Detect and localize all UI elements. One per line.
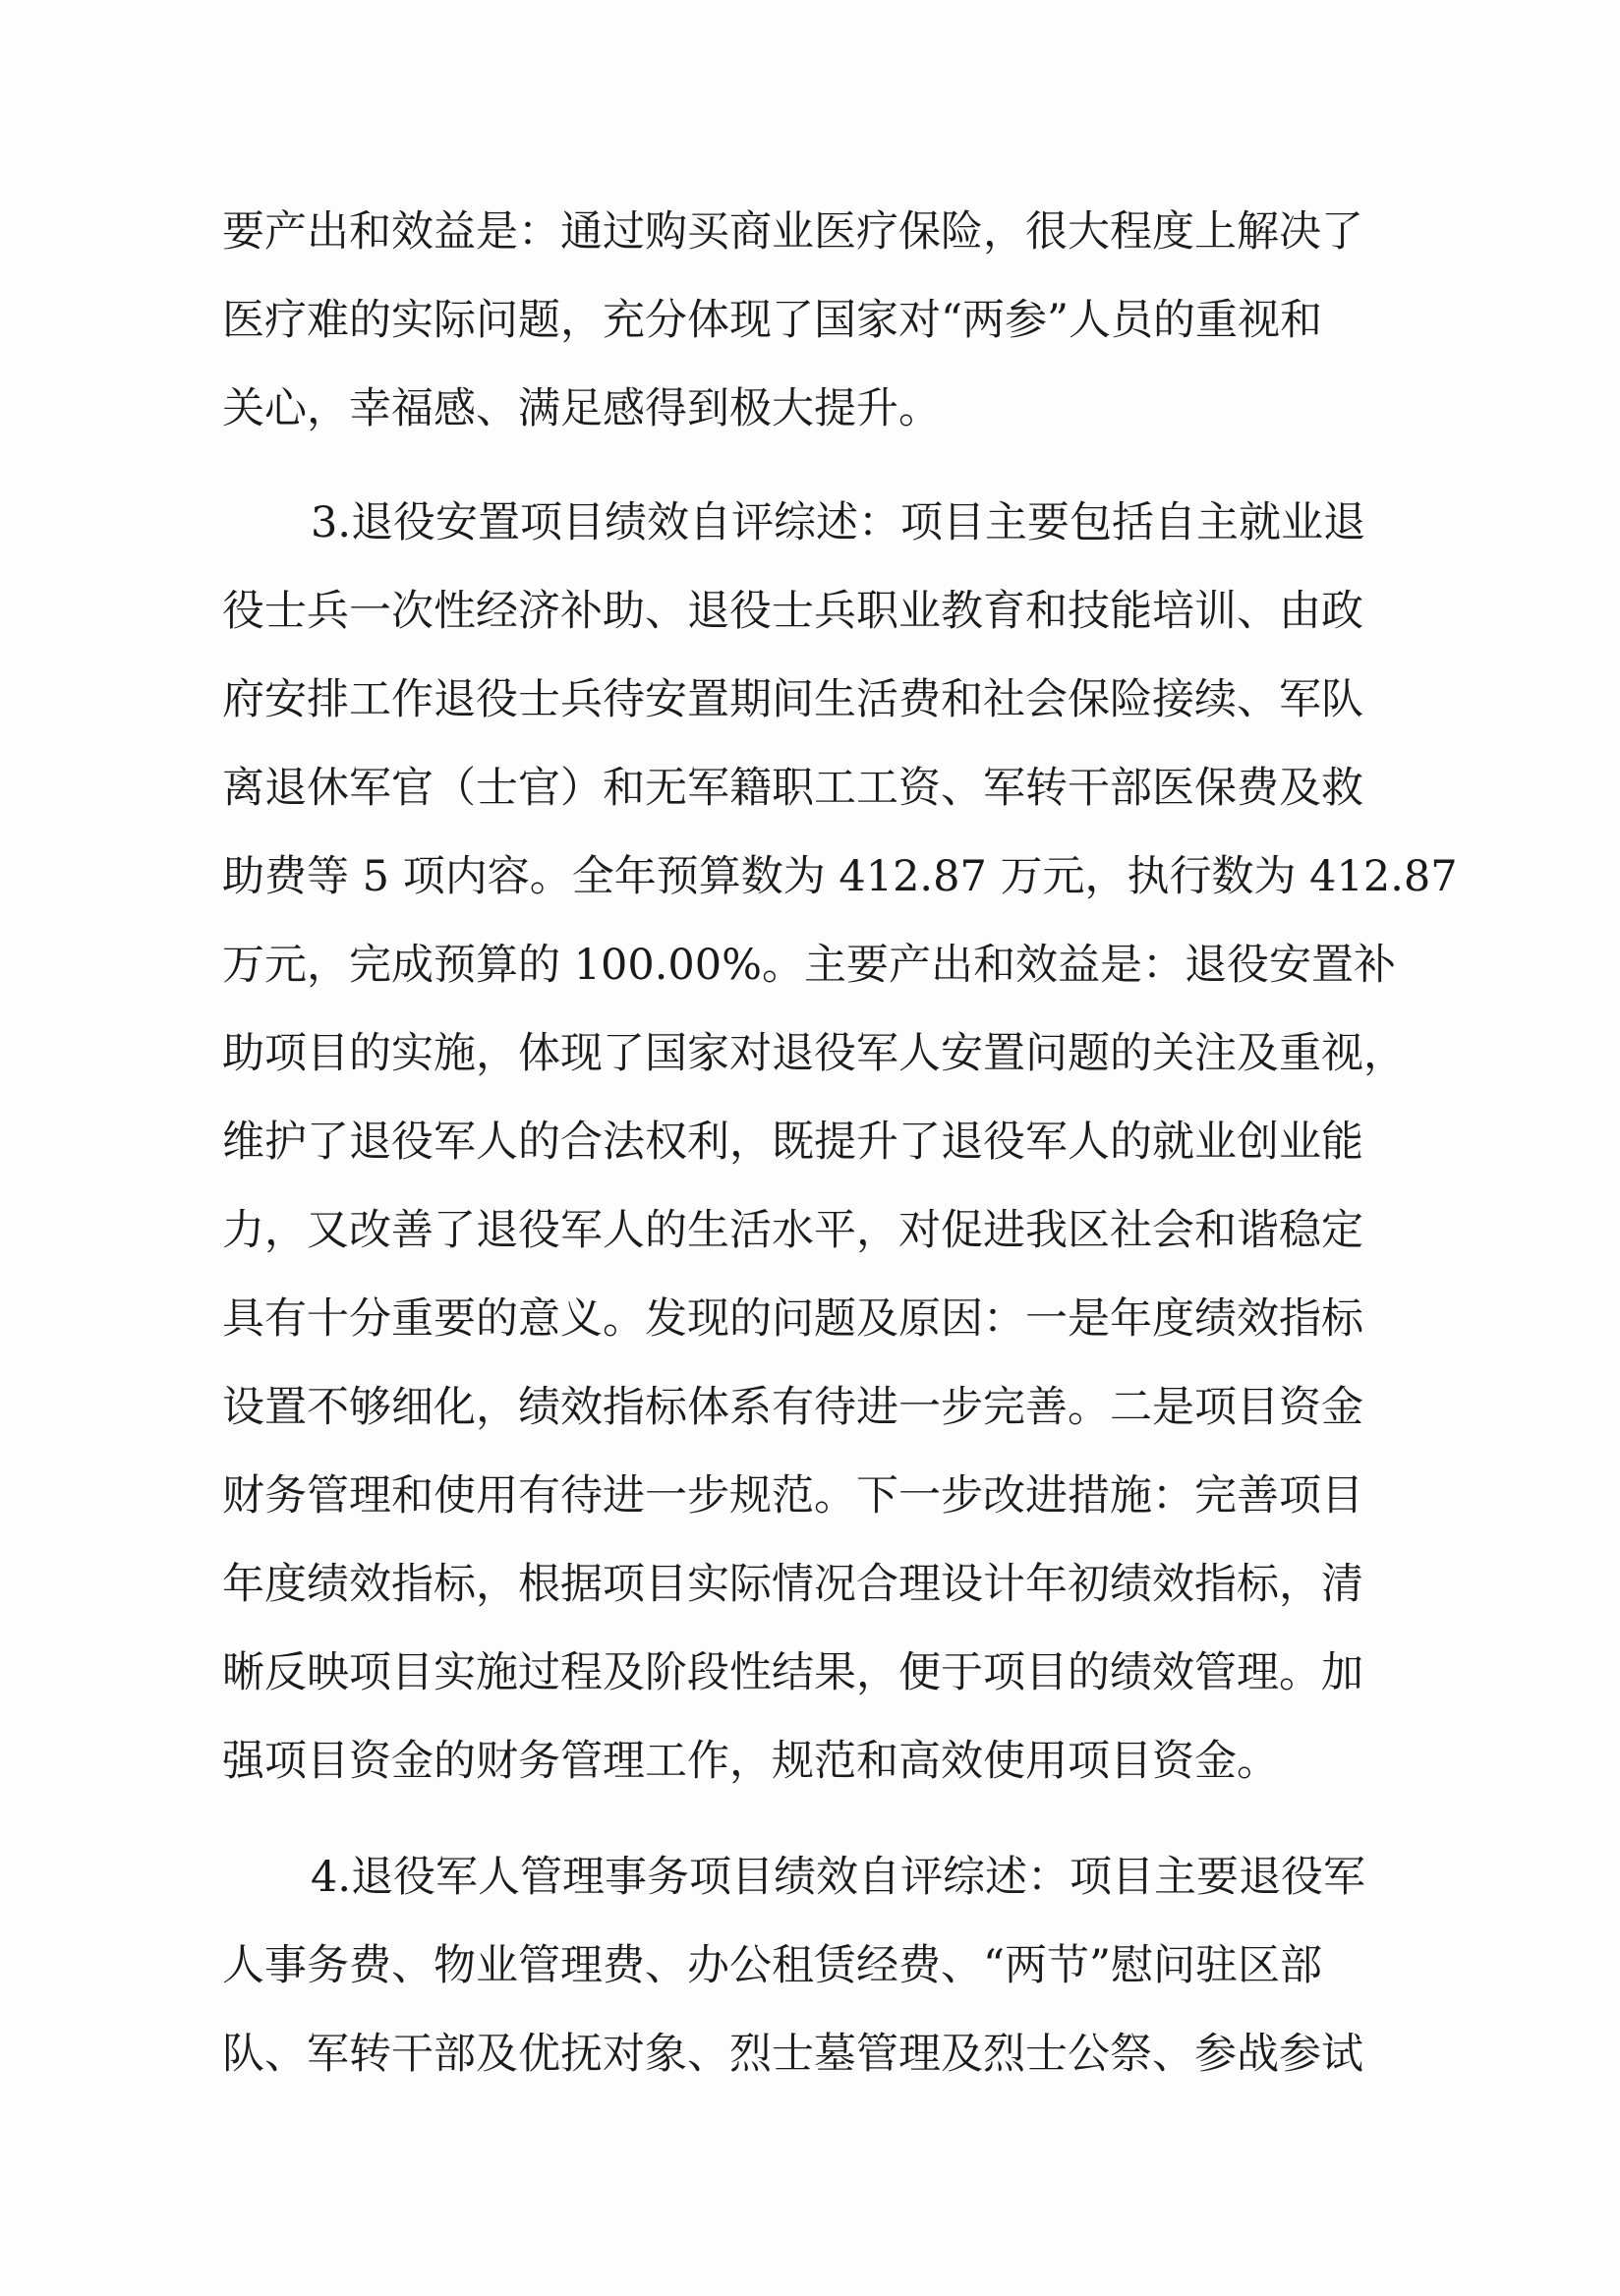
paragraph-2-line-14: 晰反映项目实施过程及阶段性结果，便于项目的绩效管理。加 xyxy=(222,1648,1363,1697)
paragraph-2-line-12: 财务管理和使用有待进一步规范。下一步改进措施：完善项目 xyxy=(222,1471,1363,1521)
paragraph-2-line-13: 年度绩效指标，根据项目实际情况合理设计年初绩效指标，清 xyxy=(222,1560,1363,1609)
paragraph-2-line-6: 万元，完成预算的 100.00%。主要产出和效益是：退役安置补 xyxy=(222,941,1396,990)
paragraph-2-line-9: 力，又改善了退役军人的生活水平，对促进我区社会和谐稳定 xyxy=(222,1206,1363,1255)
paragraph-2-line-5: 助费等 5 项内容。全年预算数为 412.87 万元，执行数为 412.87 xyxy=(222,852,1458,901)
paragraph-3-line-2: 人事务费、物业管理费、办公租赁经费、“两节”慰问驻区部 xyxy=(222,1941,1322,1990)
paragraph-2-line-11: 设置不够细化，绩效指标体系有待进一步完善。二是项目资金 xyxy=(222,1383,1363,1432)
paragraph-1-line-1: 要产出和效益是：通过购买商业医疗保险，很大程度上解决了 xyxy=(222,207,1363,257)
paragraph-3-line-3: 队、军转干部及优抚对象、烈士墓管理及烈士公祭、参战参试 xyxy=(222,2030,1363,2079)
paragraph-2-line-15: 强项目资金的财务管理工作，规范和高效使用项目资金。 xyxy=(222,1737,1279,1786)
paragraph-2-line-1: 3.退役安置项目绩效自评综述：项目主要包括自主就业退 xyxy=(311,498,1366,547)
paragraph-2-line-8: 维护了退役军人的合法权利，既提升了退役军人的就业创业能 xyxy=(222,1118,1363,1167)
paragraph-1-line-3: 关心，幸福感、满足感得到极大提升。 xyxy=(222,384,941,433)
paragraph-2-line-4: 离退休军官（士官）和无军籍职工工资、军转干部医保费及救 xyxy=(222,764,1363,813)
paragraph-2-line-3: 府安排工作退役士兵待安置期间生活费和社会保险接续、军队 xyxy=(222,675,1363,724)
paragraph-1-line-2: 医疗难的实际问题，充分体现了国家对“两参”人员的重视和 xyxy=(222,296,1322,345)
paragraph-3-line-1: 4.退役军人管理事务项目绩效自评综述：项目主要退役军 xyxy=(311,1853,1366,1902)
paragraph-2-line-2: 役士兵一次性经济补助、退役士兵职业教育和技能培训、由政 xyxy=(222,587,1363,636)
paragraph-2-line-7: 助项目的实施，体现了国家对退役军人安置问题的关注及重视， xyxy=(222,1029,1406,1078)
paragraph-2-line-10: 具有十分重要的意义。发现的问题及原因：一是年度绩效指标 xyxy=(222,1294,1363,1344)
